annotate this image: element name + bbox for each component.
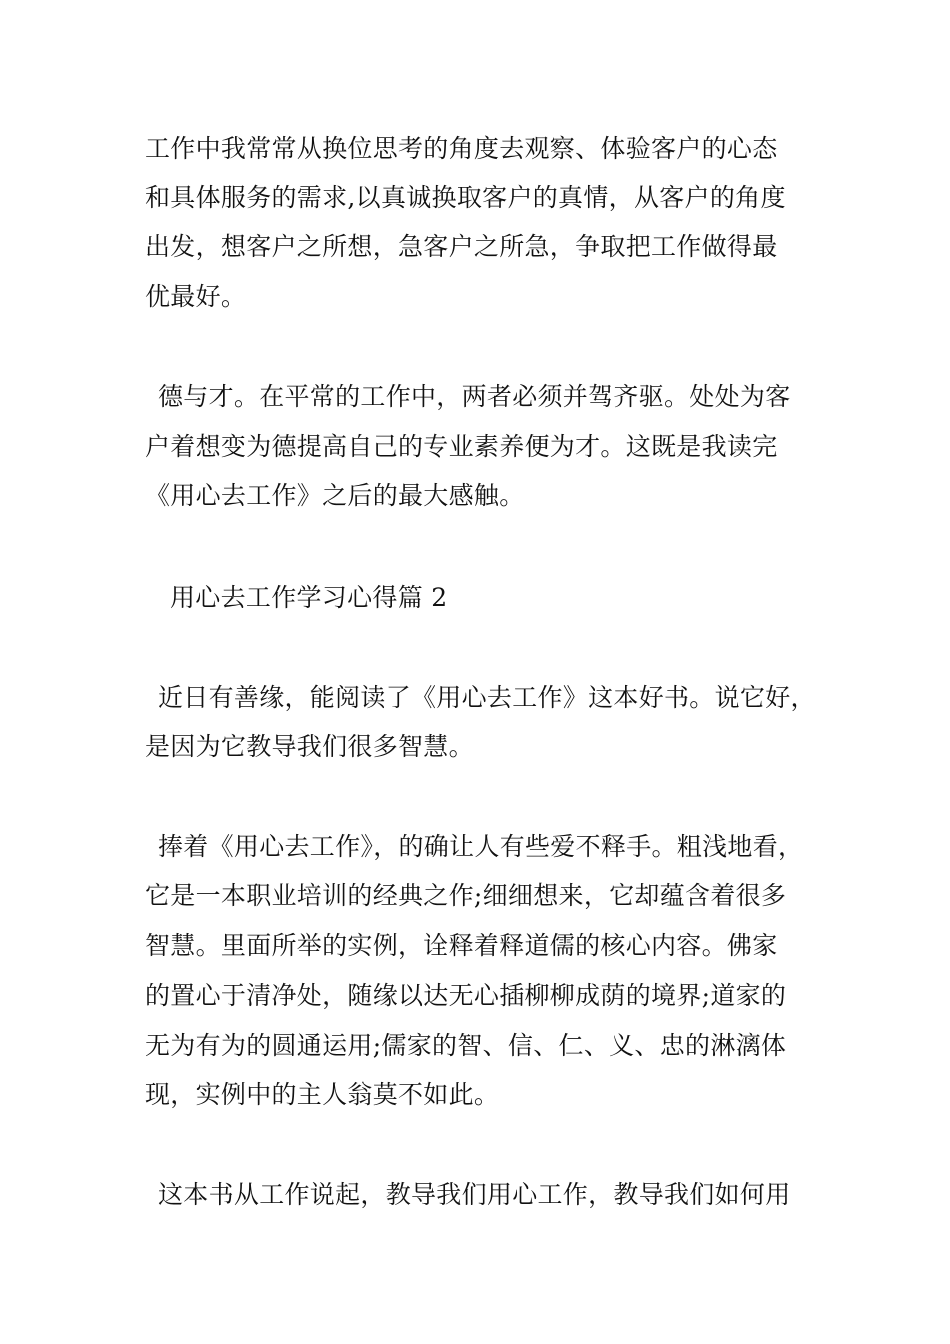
paragraph-2-line-3: 《用心去工作》之后的最大感触。 [145, 481, 525, 510]
paragraph-4-line-4: 的置心于清净处，随缘以达无心插柳柳成荫的境界;道家的 [145, 981, 787, 1010]
paragraph-2-line-2: 户着想变为德提高自己的专业素养便为才。这既是我读完 [145, 432, 778, 461]
paragraph-3-line-2: 是因为它教导我们很多智慧。 [145, 732, 474, 761]
paragraph-4-line-5: 无为有为的圆通运用;儒家的智、信、仁、义、忠的淋漓体 [145, 1031, 787, 1060]
paragraph-1-line-1: 工作中我常常从换位思考的角度去观察、体验客户的心态 [145, 134, 778, 163]
paragraph-4-line-1: 捧着《用心去工作》，的确让人有些爱不释手。粗浅地看， [158, 832, 804, 861]
paragraph-4-line-2: 它是一本职业培训的经典之作;细细想来，它却蕴含着很多 [145, 881, 787, 910]
paragraph-4-line-3: 智慧。里面所举的实例，诠释着释道儒的核心内容。佛家 [145, 931, 778, 960]
paragraph-1-line-2: 和具体服务的需求,以真诚换取客户的真情，从客户的角度 [145, 183, 786, 212]
paragraph-4-line-6: 现，实例中的主人翁莫不如此。 [145, 1080, 500, 1109]
paragraph-2-line-1: 德与才。在平常的工作中，两者必须并驾齐驱。处处为客 [158, 382, 791, 411]
paragraph-1-line-3: 出发，想客户之所想，急客户之所急，争取把工作做得最 [145, 232, 778, 261]
paragraph-5-line-1: 这本书从工作说起，教导我们用心工作，教导我们如何用 [158, 1180, 791, 1209]
paragraph-1-line-4: 优最好。 [145, 282, 247, 311]
paragraph-3-line-1: 近日有善缘，能阅读了《用心去工作》这本好书。说它好， [158, 683, 816, 712]
section-heading: 用心去工作学习心得篇 2 [170, 583, 448, 612]
